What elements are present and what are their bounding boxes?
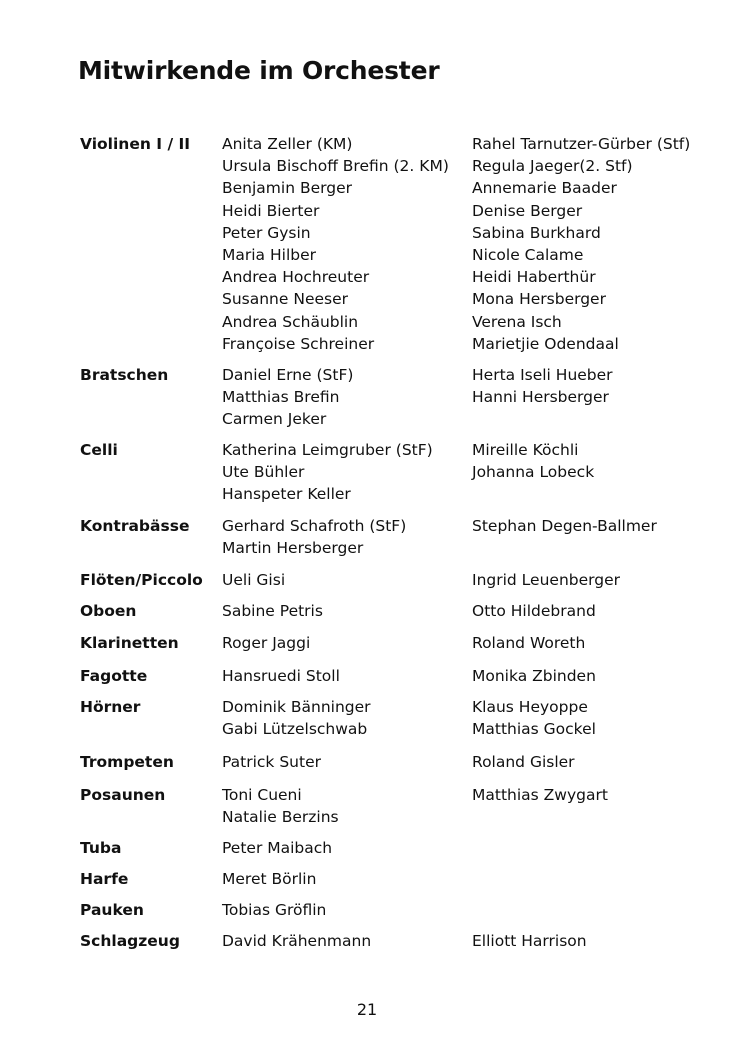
instrument-label: Hörner: [80, 698, 141, 716]
member-column-left: [222, 569, 285, 591]
member-name: Denise Berger: [472, 201, 583, 220]
instrument-label: Harfe: [80, 870, 129, 888]
member-column-right: [472, 515, 657, 537]
member-name: Rahel Tarnutzer-Gürber (Stf): [472, 135, 691, 153]
member-name: Elliott Harrison: [472, 932, 587, 950]
instrument-label: Schlagzeug: [80, 932, 180, 950]
member-name: Toni Cueni: [222, 786, 302, 804]
instrument-label: Klarinetten: [80, 634, 179, 652]
instrument-label: Bratschen: [80, 366, 169, 384]
member-name: Heidi Bierter: [222, 201, 320, 220]
member-name: Martin Hersberger: [222, 539, 364, 558]
member-name: Dominik Bänninger: [222, 698, 371, 716]
member-name: Monika Zbinden: [472, 667, 596, 685]
member-name: Verena Isch: [472, 312, 562, 331]
member-name: Heidi Haberthür: [472, 268, 596, 287]
member-name: Maria Hilber: [222, 245, 316, 264]
member-name: Gerhard Schafroth (StF): [222, 517, 407, 535]
member-name: Peter Maibach: [222, 839, 333, 857]
member-column-left: [222, 868, 316, 890]
member-name: Nicole Calame: [472, 245, 584, 264]
instrument-label: Fagotte: [80, 667, 148, 685]
member-name: Meret Börlin: [222, 870, 317, 888]
member-name: Patrick Suter: [222, 753, 321, 771]
member-name: Susanne Neeser: [222, 290, 348, 309]
member-column-left: [222, 930, 371, 952]
member-name: Herta Iseli Hueber: [472, 366, 613, 384]
member-column-right: [472, 930, 587, 952]
member-name: Hanni Hersberger: [472, 388, 609, 407]
member-name: David Krähenmann: [222, 932, 372, 950]
member-name: Ute Bühler: [222, 463, 305, 482]
member-name: Matthias Gockel: [472, 720, 596, 739]
member-column-left: [222, 515, 406, 559]
member-name: Katherina Leimgruber (StF): [222, 441, 433, 459]
member-name: Carmen Jeker: [222, 410, 327, 429]
member-column-left: [222, 632, 310, 654]
member-column-right: [472, 364, 613, 408]
member-name: Johanna Lobeck: [472, 463, 595, 482]
member-name: Hanspeter Keller: [222, 485, 351, 504]
member-name: Ursula Bischoff Brefin (2. KM): [222, 157, 449, 176]
member-name: Françoise Schreiner: [222, 334, 375, 353]
member-name: Ingrid Leuenberger: [472, 571, 620, 589]
instrument-label: Celli: [80, 441, 118, 459]
member-name: Tobias Gröflin: [222, 901, 327, 919]
instrument-label: Kontrabässe: [80, 517, 190, 535]
instrument-label: Violinen I / II: [80, 135, 191, 153]
member-name: Mona Hersberger: [472, 290, 606, 309]
member-name: Roland Woreth: [472, 634, 586, 652]
member-name: Roland Gisler: [472, 753, 575, 771]
instrument-label: Flöten/Piccolo: [80, 571, 203, 589]
member-name: Matthias Brefin: [222, 388, 340, 407]
member-name: Hansruedi Stoll: [222, 667, 340, 685]
member-name: Stephan Degen-Ballmer: [472, 517, 657, 535]
member-name: Roger Jaggi: [222, 634, 311, 652]
member-name: Marietjie Odendaal: [472, 334, 619, 353]
member-column-left: [222, 696, 371, 740]
member-name: Anita Zeller (KM): [222, 135, 353, 153]
member-name: Andrea Hochreuter: [222, 268, 370, 287]
instrument-label: Posaunen: [80, 786, 166, 804]
member-column-left: [222, 751, 321, 773]
member-column-left: [222, 439, 433, 506]
instrument-label: Oboen: [80, 602, 137, 620]
member-column-right: [472, 632, 585, 654]
member-column-left: [222, 600, 323, 622]
member-column-left: [222, 133, 449, 355]
member-name: Peter Gysin: [222, 223, 311, 242]
member-column-left: [222, 665, 340, 687]
page-title: Mitwirkende im Orchester: [78, 56, 440, 85]
member-column-left: [222, 364, 353, 431]
member-name: Benjamin Berger: [222, 179, 352, 198]
member-name: Klaus Heyoppe: [472, 698, 588, 716]
instrument-label: Pauken: [80, 901, 144, 919]
member-column-right: [472, 439, 594, 483]
member-name: Daniel Erne (StF): [222, 366, 354, 384]
member-name: Matthias Zwygart: [472, 786, 608, 804]
member-column-right: [472, 696, 596, 740]
member-name: Andrea Schäublin: [222, 312, 359, 331]
member-name: Otto Hildebrand: [472, 602, 596, 620]
member-name: Sabina Burkhard: [472, 223, 601, 242]
member-name: Regula Jaeger(2. Stf): [472, 157, 633, 176]
member-name: Mireille Köchli: [472, 441, 579, 459]
member-column-right: [472, 665, 596, 687]
member-name: Natalie Berzins: [222, 808, 339, 827]
instrument-label: Trompeten: [80, 753, 174, 771]
member-column-right: [472, 751, 575, 773]
member-column-right: [472, 133, 690, 355]
instrument-label: Tuba: [80, 839, 122, 857]
member-name: Annemarie Baader: [472, 179, 617, 198]
member-column-left: [222, 784, 339, 828]
member-column-right: [472, 569, 620, 591]
member-name: Ueli Gisi: [222, 571, 286, 589]
member-column-right: [472, 784, 608, 806]
page-number: 21: [356, 1000, 378, 1019]
member-column-right: [472, 600, 596, 622]
member-column-left: [222, 837, 332, 859]
member-name: Gabi Lützelschwab: [222, 720, 368, 739]
member-name: Sabine Petris: [222, 602, 323, 620]
member-column-left: [222, 899, 326, 921]
